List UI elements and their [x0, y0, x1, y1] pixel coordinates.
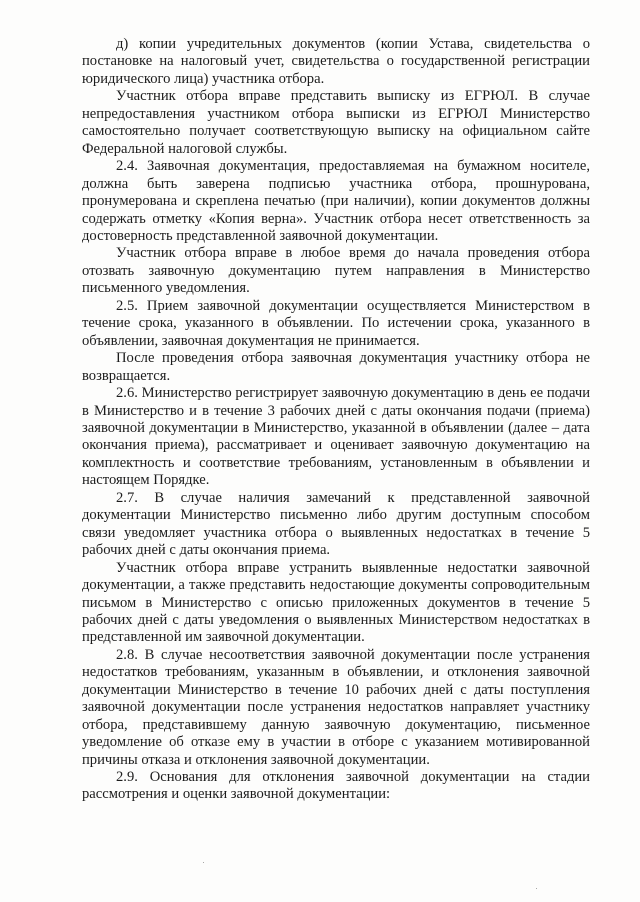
paragraph-2-4: 2.4. Заявочная документация, предоставляемая на бумажном носителе, должна быть заверена подписью участника отбора, прошнурована, пронумерована и скреплена печатью (при наличии), копии документов должны содержать отметку «Копия верна». Участник отбора несет ответственность за достоверность представленной заявочной документации. [82, 158, 590, 244]
paragraph-2-8: 2.8. В случае несоответствия заявочной документации после устранения недостатков требованиям, указанным в объявлении, и отклонения заявочной документации Министерство в течение 10 рабочих дней с даты поступления заявочной документации после устранения недостатков направляет участнику отбора, представившему данную заявочную документацию, письменное уведомление об отказе ему в участии в отборе с указанием мотивированной причины отказа и отклонения заявочной документации. [82, 646, 590, 768]
paragraph-not-returned: После проведения отбора заявочная документация участнику отбора не возвращается. [82, 350, 590, 384]
scan-speck [536, 888, 537, 889]
paragraph-fix-deficiencies: Участник отбора вправе устранить выявленные недостатки заявочной документации, а также представить недостающие документы сопроводительным письмом в Министерство с описью приложенных документов в течение 5 рабочих дней с даты уведомления о выявленных Министерством недостатках в представленной им заявочной документации. [82, 559, 590, 646]
scan-speck [203, 862, 204, 863]
paragraph-2-5: 2.5. Прием заявочной документации осуществляется Министерством в течение срока, указанного в объявлении. По истечении срока, указанного в объявлении, заявочная документация не принимается. [82, 297, 590, 349]
paragraph-withdrawal: Участник отбора вправе в любое время до начала проведения отбора отозвать заявочную документацию путем направления в Министерство письменного уведомления. [82, 245, 590, 297]
paragraph-2-9: 2.9. Основания для отклонения заявочной документации на стадии рассмотрения и оценки заявочной документации: [82, 769, 590, 803]
paragraph-egrul-extract: Участник отбора вправе представить выписку из ЕГРЮЛ. В случае непредоставления участником отбора выписки из ЕГРЮЛ Министерство самостоятельно получает соответствующую выписку на официальном сайте Федеральной налоговой службы. [82, 88, 590, 157]
document-body [82, 36, 590, 804]
paragraph-founding-documents: д) копии учредительных документов (копии Устава, свидетельства о постановке на налоговый учет, свидетельства о государственной регистрации юридического лица) участника отбора. [82, 36, 590, 87]
paragraph-2-7: 2.7. В случае наличия замечаний к представленной заявочной документации Министерство письменно либо другим доступным способом связи уведомляет участника отбора о выявленных недостатках в течение 5 рабочих дней с даты окончания приема. [82, 489, 590, 559]
paragraph-2-6: 2.6. Министерство регистрирует заявочную документацию в день ее подачи в Министерство и в течение 3 рабочих дней с даты окончания подачи (приема) заявочной документации в Министерство, указанной в объявлении (далее – дата окончания приема), рассматривает и оценивает заявочную документацию на комплектность и соответствие требованиям, установленным в объявлении и настоящем Порядке. [82, 385, 590, 489]
